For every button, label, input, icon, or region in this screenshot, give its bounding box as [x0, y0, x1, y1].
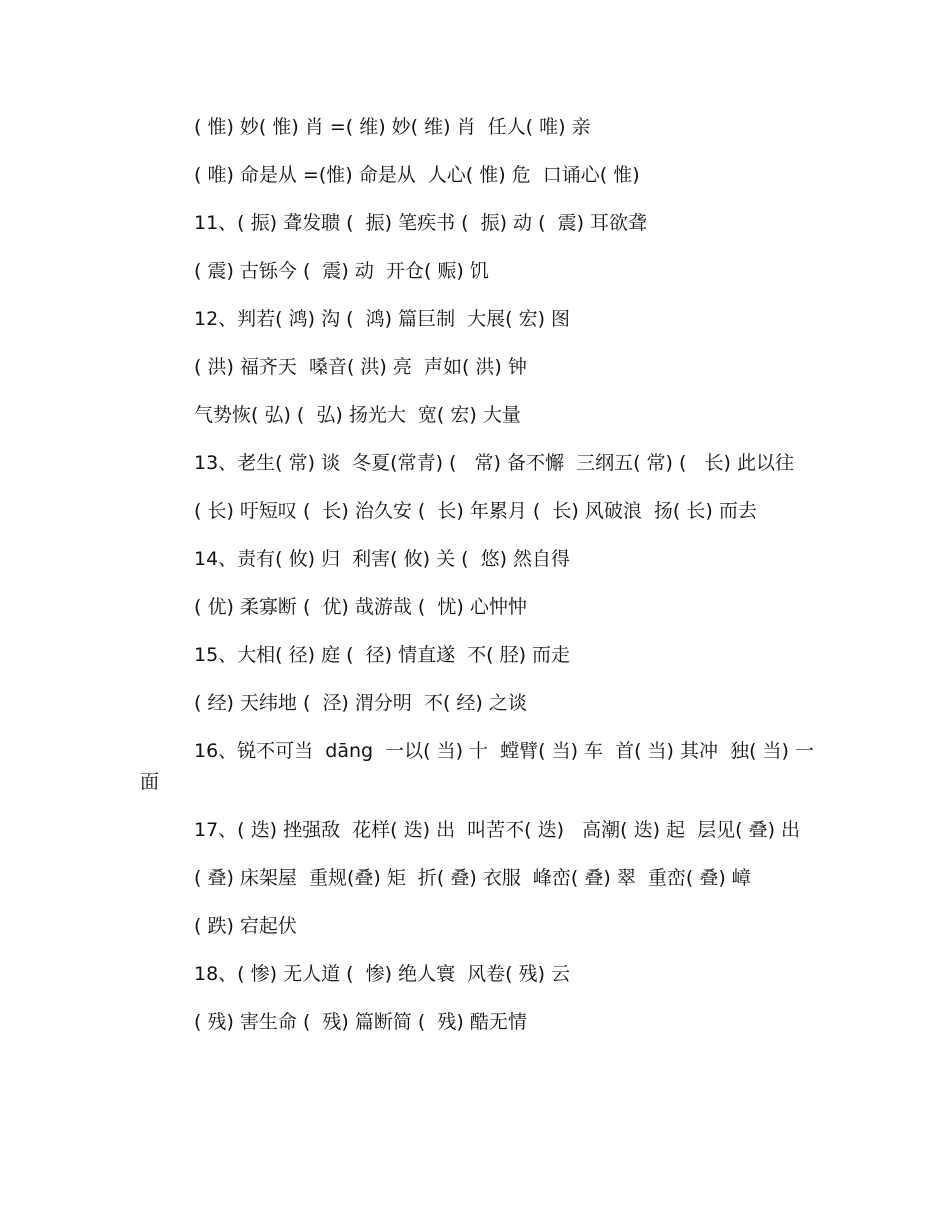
text-line: 14、责有( 攸) 归 利害( 攸) 关 ( 悠) 然自得: [194, 548, 571, 570]
text-line: ( 惟) 妙( 惟) 肖 =( 维) 妙( 维) 肖 任人( 唯) 亲: [194, 116, 591, 138]
text-line: ( 跌) 宕起伏: [194, 915, 297, 937]
text-line: ( 震) 古铄今 ( 震) 动 开仓( 赈) 饥: [194, 260, 489, 282]
document-body: [140, 112, 830, 1055]
text-line: ( 经) 天纬地 ( 泾) 渭分明 不( 经) 之谈: [194, 692, 527, 714]
text-line: ( 长) 吁短叹 ( 长) 治久安 ( 长) 年累月 ( 长) 风破浪 扬( 长) 而去: [194, 500, 757, 522]
text-line: ( 优) 柔寡断 ( 优) 哉游哉 ( 忧) 心忡忡: [194, 596, 527, 618]
text-line: 17、( 迭) 挫强敌 花样( 迭) 出 叫苦不( 迭) 高潮( 迭) 起 层见( 叠) 出: [194, 819, 801, 841]
text-line: ( 洪) 福齐天 嗓音( 洪) 亮 声如( 洪) 钟: [194, 356, 527, 378]
text-line: 气势恢( 弘) ( 弘) 扬光大 宽( 宏) 大量: [194, 404, 521, 426]
text-line: 11、( 振) 聋发聩 ( 振) 笔疾书 ( 振) 动 ( 震) 耳欲聋: [194, 212, 648, 234]
text-line: ( 叠) 床架屋 重规(叠) 矩 折( 叠) 衣服 峰峦( 叠) 翠 重峦( 叠) 嶂: [194, 867, 751, 889]
text-line: 15、大相( 径) 庭 ( 径) 情直遂 不( 胫) 而走: [194, 644, 571, 666]
text-line: 16、锐不可当 dāng 一以( 当) 十 螳臂( 当) 车 首( 当) 其冲 独( 当) 一面: [140, 740, 814, 793]
text-line: 12、判若( 鸿) 沟 ( 鸿) 篇巨制 大展( 宏) 图: [194, 308, 571, 330]
text-line: 13、老生( 常) 谈 冬夏(常青) ( 常) 备不懈 三纲五( 常) ( 长) 此以往: [194, 452, 794, 474]
text-line: ( 唯) 命是从 =(惟) 命是从 人心( 惟) 危 口诵心( 惟): [194, 164, 640, 186]
text-line: ( 残) 害生命 ( 残) 篇断简 ( 残) 酷无情: [194, 1011, 527, 1033]
text-line: 18、( 惨) 无人道 ( 惨) 绝人寰 风卷( 残) 云: [194, 963, 571, 985]
